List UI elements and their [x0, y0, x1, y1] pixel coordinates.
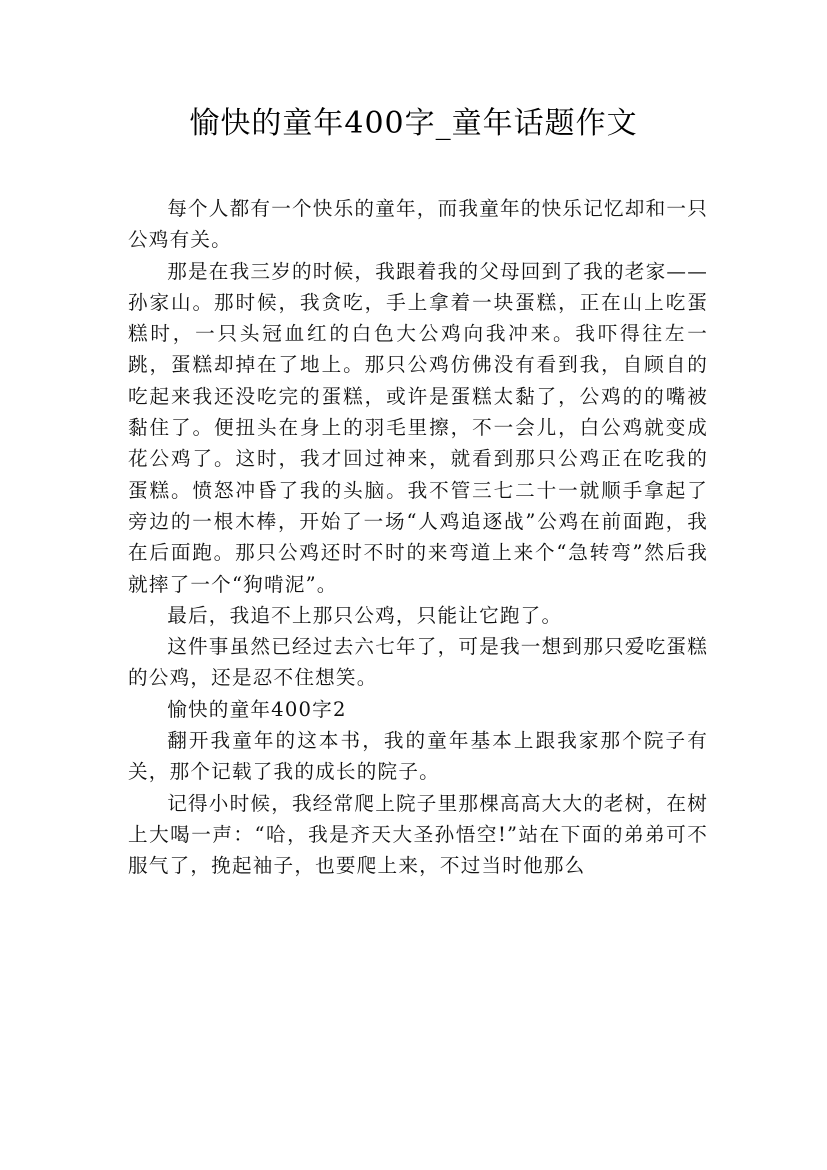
paragraph: 这件事虽然已经过去六七年了，可是我一想到那只爱吃蛋糕的公鸡，还是忍不住想笑。 [128, 635, 708, 690]
paragraph: 翻开我童年的这本书，我的童年基本上跟我家那个院子有关，那个记载了我的成长的院子。 [128, 729, 708, 784]
paragraph: 每个人都有一个快乐的童年，而我童年的快乐记忆却和一只公鸡有关。 [128, 197, 708, 252]
paragraph: 那是在我三岁的时候，我跟着我的父母回到了我的老家——孙家山。那时候，我贪吃，手上拿着一块蛋糕，正在山上吃蛋糕时，一只头冠血红的白色大公鸡向我冲来。我吓得往左一跳，蛋糕却掉在了地上。那只公鸡仿佛没有看到我，自顾自的吃起来我还没吃完的蛋糕，或许是蛋糕太黏了，公鸡的的嘴被黏住了。便扭头在身上的羽毛里擦，不一会儿，白公鸡就变成花公鸡了。这时，我才回过神来，就看到那只公鸡正在吃我的蛋糕。愤怒冲昏了我的头脑。我不管三七二十一就顺手拿起了旁边的一根木棒，开始了一场“人鸡追逐战”公鸡在前面跑，我在后面跑。那只公鸡还时不时的来弯道上来个“急转弯”然后我就摔了一个“狗啃泥”。 [128, 259, 708, 596]
document-body [128, 193, 708, 882]
paragraph: 最后，我追不上那只公鸡，只能让它跑了。 [167, 603, 563, 627]
document-title: 愉快的童年400字_童年话题作文 [189, 106, 638, 141]
paragraph: 记得小时候，我经常爬上院子里那棵高高大大的老树，在树上大喝一声：“哈，我是齐天大圣孙悟空!”站在下面的弟弟可不服气了，挽起袖子，也要爬上来，不过当时他那么 [128, 791, 708, 878]
section-subtitle: 愉快的童年400字2 [167, 697, 347, 721]
